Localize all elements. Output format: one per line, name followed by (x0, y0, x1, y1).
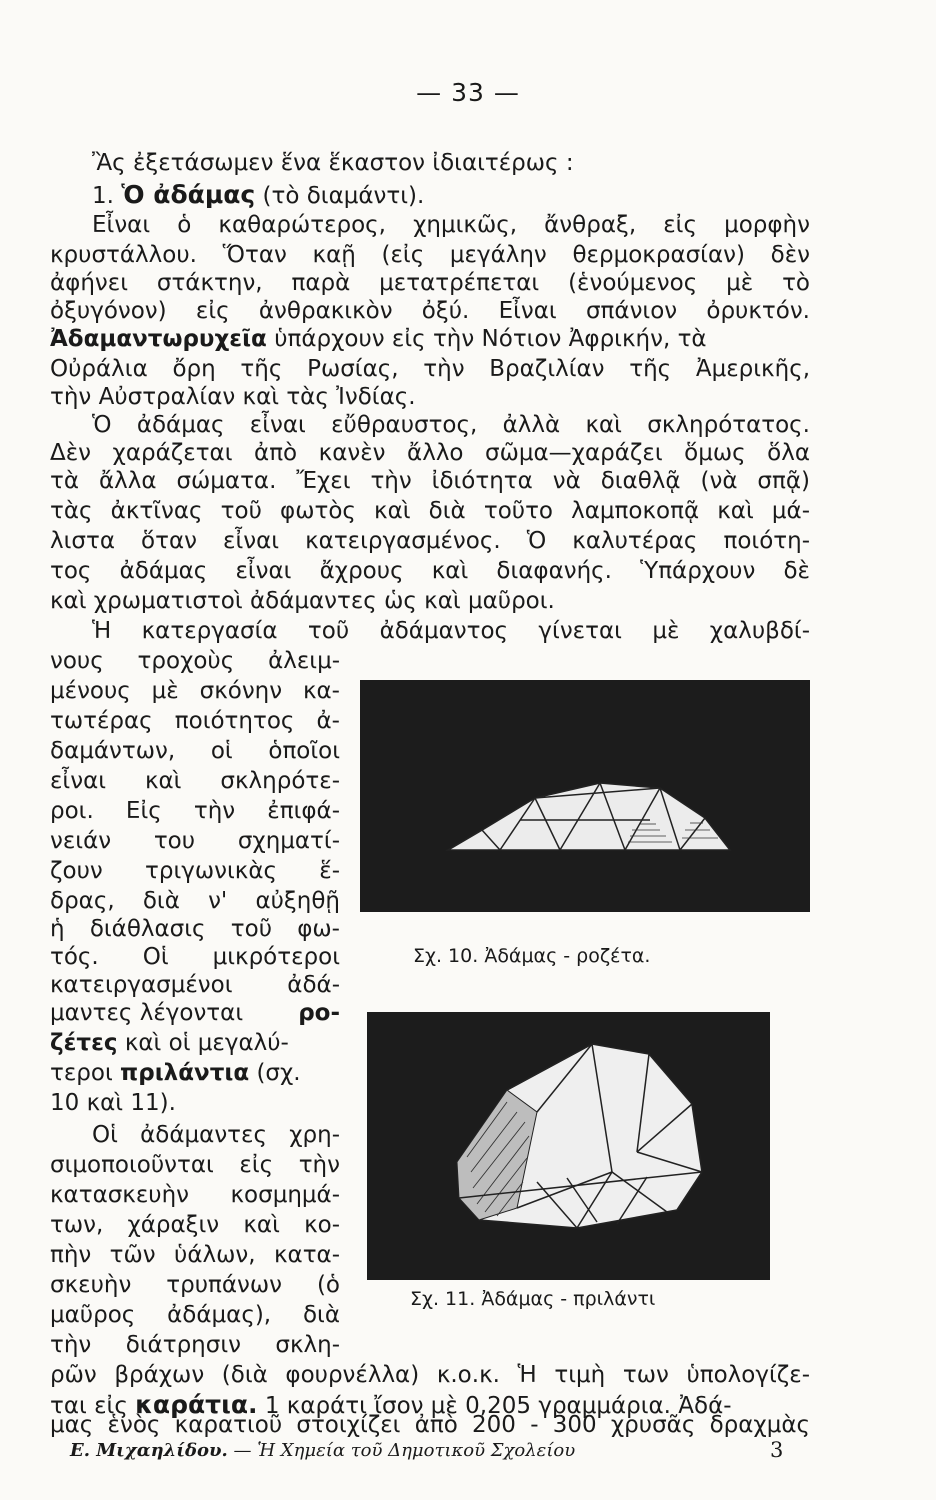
rosettes-term: ρο- (298, 1000, 340, 1026)
section-number: 1. (92, 183, 114, 209)
column-line: ροι. Εἰς τὴν ἐπιφά- (50, 798, 340, 824)
intro-line: Ἂς ἐξετάσωμεν ἕνα ἕκαστον ἰδιαιτέρως : (92, 150, 574, 176)
body-line: Εἶναι ὁ καθαρώτερος, χημικῶς, ἄνθραξ, εἰς μορφὴν (92, 212, 810, 238)
section-heading (92, 180, 852, 211)
column-line: κατειργασμένοι ἀδά- (50, 972, 340, 998)
column-line: Οἱ ἀδάμαντες χρη- (92, 1122, 340, 1148)
body-line: ἀφήνει στάκτην, παρὰ μετατρέπεται (ἑνούμενος μὲ τὸ (50, 270, 810, 296)
body-text: 1 καράτι ἴσον μὲ 0,205 γραμμάρια. Ἀδά- (264, 1393, 732, 1419)
body-line: ὀξυγόνον) εἰς ἀνθρακικὸν ὀξύ. Εἶναι σπάνιον ὀρυκτόν. (50, 298, 810, 324)
page-number: — 33 — (416, 78, 520, 107)
body-line: Δὲν χαράζεται ἀπὸ κανὲν ἄλλο σῶμα—χαράζει ὅμως ὅλα (50, 440, 810, 466)
brilliant-diamond-drawing (367, 1012, 770, 1280)
column-line: μαῦρος ἀδάμας), διὰ (50, 1302, 340, 1328)
figure-rosette (360, 680, 810, 912)
body-line: κρυστάλλου. Ὅταν καῇ (εἰς μεγάλην θερμοκρασίαν) δὲν (50, 242, 810, 268)
column-line: σκευὴν τρυπάνων (ὁ (50, 1272, 340, 1298)
column-line: 10 καὶ 11). (50, 1090, 176, 1116)
body-line: μας ἑνὸς καρατιοῦ στοιχίζει ἀπὸ 200 - 300 χρυσᾶς δραχμὰς (50, 1412, 810, 1438)
body-line: τὰς ἀκτῖνας τοῦ φωτὸς καὶ διὰ τοῦτο λαμποκοπᾷ καὶ μά- (50, 498, 810, 524)
column-text: μαντες λέγονται (50, 1000, 244, 1026)
column-line: ζουν τριγωνικὰς ἕ- (50, 858, 340, 884)
mines-term: Ἀδαμαντωρυχεῖα (50, 326, 267, 352)
brilliants-term: πριλάντια (120, 1060, 250, 1086)
section-title: Ὁ ἀδάμας (121, 180, 256, 209)
column-line: των, χάραξιν καὶ κο- (50, 1212, 340, 1238)
section-subtitle: (τὸ διαμάντι). (262, 183, 425, 209)
body-line: Ἡ κατεργασία τοῦ ἀδάμαντος γίνεται μὲ χαλυβδί- (92, 618, 810, 644)
column-line: σιμοποιοῦνται εἰς τὴν (50, 1152, 340, 1178)
column-line-rosettes-2 (50, 1028, 340, 1058)
column-text: (σχ. (256, 1060, 301, 1086)
footer-author: Ε. Μιχαηλίδου. (70, 1440, 228, 1461)
body-line: Οὐράλια ὄρη τῆς Ρωσίας, τὴν Βραζιλίαν τῆς Ἀμερικῆς, (50, 356, 810, 382)
column-line: εἶναι καὶ σκληρότε- (50, 768, 340, 794)
body-line-mines (50, 324, 810, 354)
body-text: ται εἰς (50, 1393, 128, 1419)
body-line: Ὁ ἀδάμας εἶναι εὔθραυστος, ἀλλὰ καὶ σκληρότατος. (92, 412, 810, 438)
body-line: ρῶν βράχων (διὰ φουρνέλλα) κ.ο.κ. Ἡ τιμὴ των ὑπολογίζε- (50, 1362, 810, 1388)
rosettes-term-2: ζέτες (50, 1030, 118, 1056)
mines-text: ὑπάρχουν εἰς τὴν Νότιον Ἀφρικήν, τὰ (274, 326, 707, 352)
column-line: κατασκευὴν κοσμημά- (50, 1182, 340, 1208)
column-line: τός. Οἱ μικρότεροι (50, 944, 340, 970)
column-text: καὶ οἱ μεγαλύ- (124, 1030, 289, 1056)
column-line: τωτέρας ποιότητος ἀ- (50, 708, 340, 734)
column-line: δρας, διὰ ν' αὐξηθῇ (50, 888, 340, 914)
body-line: καὶ χρωματιστοὶ ἀδάμαντες ὡς καὶ μαῦροι. (50, 588, 555, 614)
column-line-rosettes (50, 998, 340, 1028)
column-line: πὴν τῶν ὑάλων, κατα- (50, 1242, 340, 1268)
column-text: τεροι (50, 1060, 113, 1086)
column-line: δαμάντων, οἱ ὁποῖοι (50, 738, 340, 764)
caption-figure-11: Σχ. 11. Ἀδάμας - πριλάντι (410, 1288, 656, 1310)
footer-title: — Ἡ Χημεία τοῦ Δημοτικοῦ Σχολείου (233, 1440, 576, 1461)
column-line: ἡ διάθλασις τοῦ φω- (50, 916, 340, 942)
footer (70, 1440, 790, 1461)
body-line: τὰ ἄλλα σώματα. Ἔχει τὴν ἰδιότητα νὰ διαθλᾷ (νὰ σπᾷ) (50, 468, 810, 494)
rosette-diamond-drawing (360, 680, 810, 912)
carats-term: καράτια. (135, 1390, 258, 1419)
column-line: μένους μὲ σκόνην κα- (50, 678, 340, 704)
column-line: νους τροχοὺς ἀλειμ- (50, 648, 340, 674)
column-line-brilliants (50, 1058, 340, 1088)
footer-signature: 3 (770, 1438, 784, 1462)
column-line: νειάν του σχηματί- (50, 828, 340, 854)
body-line: τὴν Αὐστραλίαν καὶ τὰς Ἰνδίας. (50, 384, 416, 410)
body-line: τος ἀδάμας εἶναι ἄχρους καὶ διαφανής. Ὑπάρχουν δὲ (50, 558, 810, 584)
caption-figure-10: Σχ. 10. Ἀδάμας - ροζέτα. (413, 945, 651, 967)
body-line: λιστα ὅταν εἶναι κατειργασμένος. Ὁ καλυτέρας ποιότη- (50, 528, 810, 554)
column-line: τὴν διάτρησιν σκλη- (50, 1332, 340, 1358)
figure-brilliant (367, 1012, 770, 1280)
